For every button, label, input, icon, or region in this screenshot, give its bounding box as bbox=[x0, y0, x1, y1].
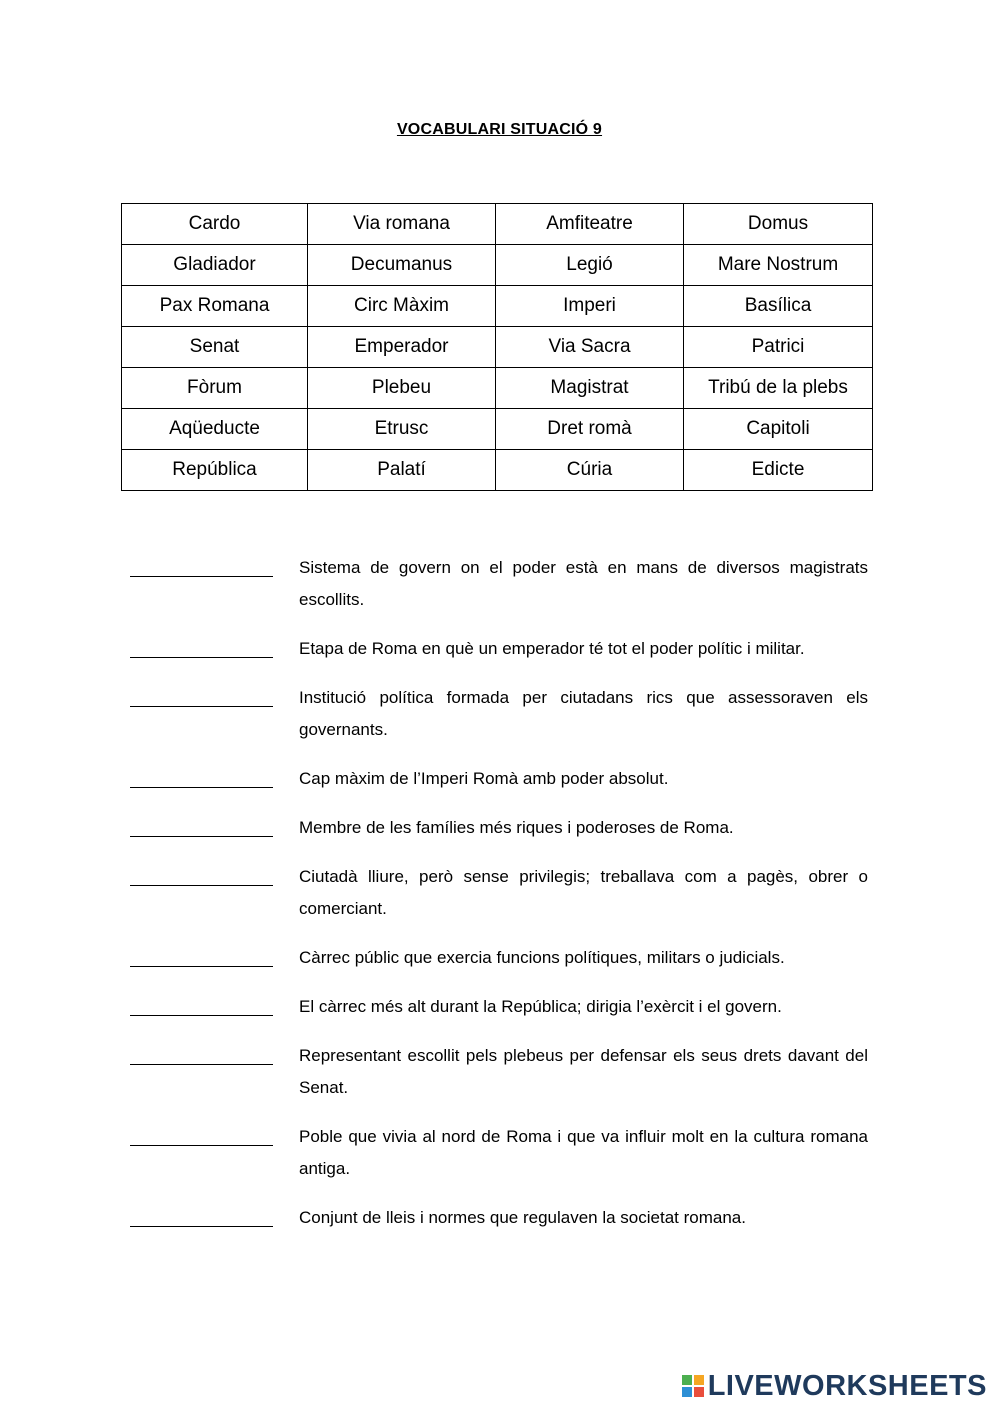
definition-text: Sistema de govern on el poder està en mans de diversos magistrats escollits. bbox=[299, 558, 868, 609]
vocab-term: Cardo bbox=[122, 204, 308, 245]
definition-item bbox=[0, 861, 999, 925]
definition-item bbox=[0, 1040, 999, 1104]
definition-text: Càrrec públic que exercia funcions polítiques, militars o judicials. bbox=[299, 948, 785, 967]
answer-blank[interactable] bbox=[130, 633, 273, 658]
vocab-term: Emperador bbox=[308, 327, 496, 368]
vocab-term: Aqüeducte bbox=[122, 409, 308, 450]
vocab-term: Amfiteatre bbox=[496, 204, 684, 245]
vocab-term: Tribú de la plebs bbox=[684, 368, 873, 409]
definitions-list bbox=[0, 552, 999, 1251]
answer-blank[interactable] bbox=[130, 812, 273, 837]
vocab-term: Patrici bbox=[684, 327, 873, 368]
page-title: VOCABULARI SITUACIÓ 9 bbox=[396, 121, 603, 138]
table-row bbox=[122, 204, 873, 245]
table-row bbox=[122, 409, 873, 450]
table-row bbox=[122, 450, 873, 491]
vocab-term: Senat bbox=[122, 327, 308, 368]
answer-blank[interactable] bbox=[130, 763, 273, 788]
vocab-term: Magistrat bbox=[496, 368, 684, 409]
logo-square bbox=[682, 1387, 692, 1397]
definition-text: Poble que vivia al nord de Roma i que va influir molt en la cultura romana antiga. bbox=[299, 1127, 868, 1178]
vocab-term: Via romana bbox=[308, 204, 496, 245]
definition-item bbox=[0, 552, 999, 616]
vocab-term: Cúria bbox=[496, 450, 684, 491]
vocab-term: Etrusc bbox=[308, 409, 496, 450]
table-row bbox=[122, 286, 873, 327]
table-row bbox=[122, 368, 873, 409]
table-row bbox=[122, 327, 873, 368]
definition-text: Cap màxim de l’Imperi Romà amb poder absolut. bbox=[299, 769, 669, 788]
liveworksheets-logo bbox=[682, 1370, 987, 1402]
definition-text: Conjunt de lleis i normes que regulaven la societat romana. bbox=[299, 1208, 746, 1227]
answer-blank[interactable] bbox=[130, 991, 273, 1016]
answer-blank[interactable] bbox=[130, 682, 273, 707]
definition-item bbox=[0, 1121, 999, 1185]
vocab-term: Palatí bbox=[308, 450, 496, 491]
answer-blank[interactable] bbox=[130, 1121, 273, 1146]
vocab-term: Imperi bbox=[496, 286, 684, 327]
logo-icon bbox=[682, 1375, 704, 1397]
vocab-term: Edicte bbox=[684, 450, 873, 491]
table-row bbox=[122, 245, 873, 286]
definition-item bbox=[0, 942, 999, 974]
vocab-term: Domus bbox=[684, 204, 873, 245]
vocab-term: Decumanus bbox=[308, 245, 496, 286]
answer-blank[interactable] bbox=[130, 861, 273, 886]
definition-item bbox=[0, 682, 999, 746]
vocab-term: Dret romà bbox=[496, 409, 684, 450]
answer-blank[interactable] bbox=[130, 942, 273, 967]
brand-name: LIVEWORKSHEETS bbox=[707, 1369, 987, 1402]
definition-text: Membre de les famílies més riques i poderoses de Roma. bbox=[299, 818, 734, 837]
definition-text: Etapa de Roma en què un emperador té tot el poder polític i militar. bbox=[299, 639, 805, 658]
vocab-term: Fòrum bbox=[122, 368, 308, 409]
definition-item bbox=[0, 812, 999, 844]
logo-square bbox=[682, 1375, 692, 1385]
logo-square bbox=[694, 1375, 704, 1385]
vocab-term: Pax Romana bbox=[122, 286, 308, 327]
vocab-term: República bbox=[122, 450, 308, 491]
definition-item bbox=[0, 633, 999, 665]
definition-item bbox=[0, 991, 999, 1023]
definition-text: Institució política formada per ciutadans rics que assessoraven els governants. bbox=[299, 688, 868, 739]
definition-text: Representant escollit pels plebeus per defensar els seus drets davant del Senat. bbox=[299, 1046, 868, 1097]
vocab-term: Circ Màxim bbox=[308, 286, 496, 327]
vocab-term: Capitoli bbox=[684, 409, 873, 450]
definition-text: El càrrec més alt durant la República; dirigia l’exèrcit i el govern. bbox=[299, 997, 782, 1016]
vocab-term: Mare Nostrum bbox=[684, 245, 873, 286]
answer-blank[interactable] bbox=[130, 1040, 273, 1065]
vocab-term: Gladiador bbox=[122, 245, 308, 286]
vocab-term: Legió bbox=[496, 245, 684, 286]
answer-blank[interactable] bbox=[130, 552, 273, 577]
answer-blank[interactable] bbox=[130, 1202, 273, 1227]
definition-item bbox=[0, 1202, 999, 1234]
logo-square bbox=[694, 1387, 704, 1397]
vocab-term: Plebeu bbox=[308, 368, 496, 409]
definition-item bbox=[0, 763, 999, 795]
vocab-term: Via Sacra bbox=[496, 327, 684, 368]
vocabulary-table bbox=[121, 203, 873, 491]
vocab-term: Basílica bbox=[684, 286, 873, 327]
definition-text: Ciutadà lliure, però sense privilegis; treballava com a pagès, obrer o comerciant. bbox=[299, 867, 868, 918]
